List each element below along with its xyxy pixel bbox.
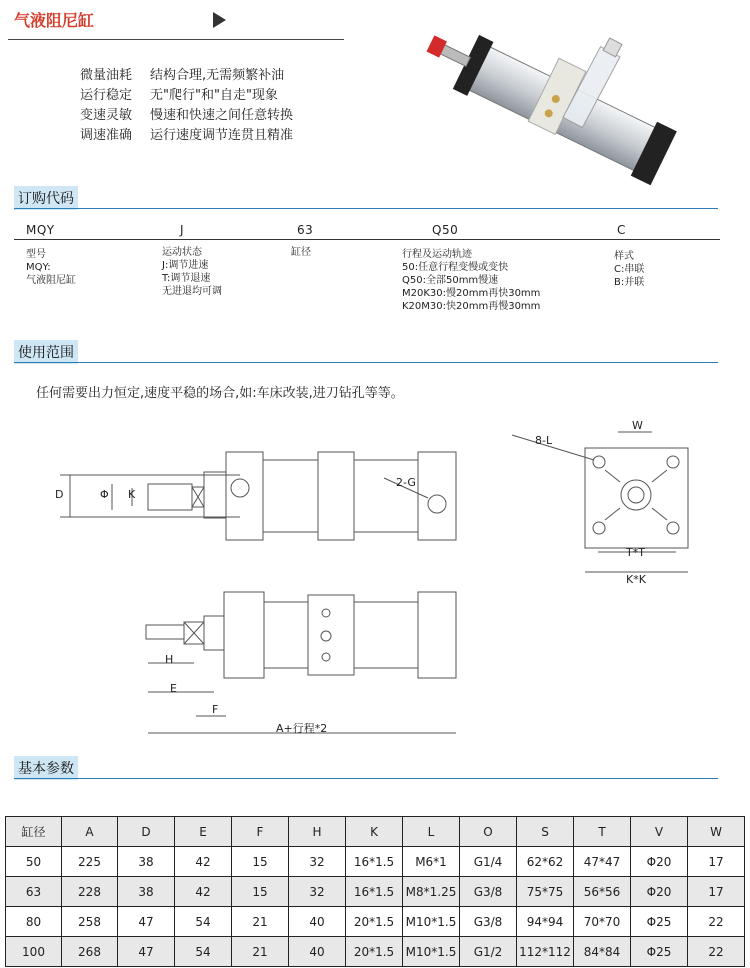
table-cell: 54 <box>175 907 232 937</box>
table-cell: 225 <box>62 847 118 877</box>
table-cell: 20*1.5 <box>346 907 403 937</box>
feature-item: 微量油耗 结构合理,无需频繁补油 <box>80 68 285 83</box>
params-heading: 基本参数 <box>14 756 78 780</box>
cylinder-product-image <box>405 22 705 202</box>
table-cell: 62*62 <box>517 847 574 877</box>
table-cell: G1/2 <box>460 937 517 967</box>
table-cell: 228 <box>62 877 118 907</box>
label-W: W <box>632 419 643 432</box>
code-underline <box>14 239 720 240</box>
table-cell: 20*1.5 <box>346 937 403 967</box>
table-cell: 100 <box>6 937 62 967</box>
table-cell: 16*1.5 <box>346 847 403 877</box>
desc-stroke: 行程及运动轨迹 50:任意行程变慢或变快 Q50:全部50mm慢速 M20K30:慢20mm再快30mm K20M30:快20mm再慢30mm <box>402 249 541 312</box>
header-cell: A <box>62 817 118 847</box>
label-G: 2-G <box>396 476 416 489</box>
table-cell: 70*70 <box>574 907 631 937</box>
table-cell: 15 <box>232 877 289 907</box>
table-row <box>6 847 745 877</box>
label-F: F <box>212 703 219 716</box>
header-cell: H <box>289 817 346 847</box>
usage-heading: 使用范围 <box>14 340 78 364</box>
table-row <box>6 907 745 937</box>
header-cell: 缸径 <box>6 817 62 847</box>
feature-item: 运行稳定 无"爬行"和"自走"现象 <box>80 88 278 103</box>
header-cell: K <box>346 817 403 847</box>
table-cell: Φ20 <box>631 847 688 877</box>
table-cell: 63 <box>6 877 62 907</box>
table-cell: 22 <box>688 907 745 937</box>
table-cell: 38 <box>118 847 175 877</box>
table-cell: M6*1 <box>403 847 460 877</box>
table-cell: 21 <box>232 937 289 967</box>
label-E: E <box>170 682 177 695</box>
desc-motion: 运动状态 J:调节进速 T:调节退速 无进退均可调 <box>162 247 222 297</box>
table-cell: Φ25 <box>631 937 688 967</box>
header-cell: F <box>232 817 289 847</box>
label-L: 8-L <box>535 434 553 447</box>
header-cell: T <box>574 817 631 847</box>
table-cell: 54 <box>175 937 232 967</box>
table-cell: 84*84 <box>574 937 631 967</box>
label-KK: K*K <box>626 573 646 586</box>
table-cell: 16*1.5 <box>346 877 403 907</box>
table-cell: 42 <box>175 847 232 877</box>
table-cell: Φ25 <box>631 907 688 937</box>
table-cell: 47 <box>118 907 175 937</box>
table-cell: 94*94 <box>517 907 574 937</box>
page-title: 气液阻尼缸 <box>14 11 95 30</box>
feature-item: 变速灵敏 慢速和快速之间任意转换 <box>80 108 294 123</box>
label-K: K <box>128 488 136 501</box>
code-style: C <box>617 223 626 237</box>
header-cell: L <box>403 817 460 847</box>
table-cell: 50 <box>6 847 62 877</box>
code-stroke: Q50 <box>432 223 459 237</box>
header-cell: O <box>460 817 517 847</box>
table-cell: 112*112 <box>517 937 574 967</box>
table-cell: 32 <box>289 847 346 877</box>
feature-item: 调速准确 运行速度调节连贯且精准 <box>80 128 294 143</box>
order-code-heading: 订购代码 <box>14 186 78 210</box>
code-motion: J <box>180 223 185 237</box>
desc-bore: 缸径 <box>291 247 311 258</box>
table-cell: 32 <box>289 877 346 907</box>
header-cell: W <box>688 817 745 847</box>
usage-divider <box>14 362 718 363</box>
table-cell: 40 <box>289 907 346 937</box>
table-cell: 17 <box>688 877 745 907</box>
table-cell: G1/4 <box>460 847 517 877</box>
table-cell: 75*75 <box>517 877 574 907</box>
table-row <box>6 877 745 907</box>
desc-style: 样式 C:串联 B:并联 <box>614 251 645 288</box>
table-cell: Φ20 <box>631 877 688 907</box>
table-cell: 42 <box>175 877 232 907</box>
label-H: H <box>165 653 174 666</box>
table-cell: 15 <box>232 847 289 877</box>
table-cell: 56*56 <box>574 877 631 907</box>
desc-model: 型号 MQY: 气液阻尼缸 <box>26 249 76 286</box>
table-cell: G3/8 <box>460 907 517 937</box>
table-cell: 40 <box>289 937 346 967</box>
play-icon <box>213 12 226 28</box>
table-cell: 21 <box>232 907 289 937</box>
params-table <box>5 816 745 967</box>
table-cell: 80 <box>6 907 62 937</box>
table-cell: 47*47 <box>574 847 631 877</box>
code-bore: 63 <box>297 223 314 237</box>
header-cell: V <box>631 817 688 847</box>
table-row <box>6 937 745 967</box>
table-cell: M10*1.5 <box>403 907 460 937</box>
table-cell: 47 <box>118 937 175 967</box>
table-cell: 258 <box>62 907 118 937</box>
table-cell: 22 <box>688 937 745 967</box>
header-cell: E <box>175 817 232 847</box>
params-divider <box>14 778 718 779</box>
label-TT: T*T <box>626 546 645 559</box>
label-A: A+行程*2 <box>276 722 328 735</box>
table-header-row <box>6 817 745 847</box>
order-code-divider <box>14 208 718 209</box>
table-cell: M10*1.5 <box>403 937 460 967</box>
label-phi: Φ <box>100 488 109 501</box>
table-cell: M8*1.25 <box>403 877 460 907</box>
header-cell: S <box>517 817 574 847</box>
usage-text: 任何需要出力恒定,速度平稳的场合,如:车床改装,进刀钻孔等等。 <box>36 386 404 401</box>
table-cell: 268 <box>62 937 118 967</box>
table-cell: 38 <box>118 877 175 907</box>
label-D: D <box>55 488 64 501</box>
table-cell: 17 <box>688 847 745 877</box>
header-cell: D <box>118 817 175 847</box>
title-divider <box>8 39 344 40</box>
table-cell: G3/8 <box>460 877 517 907</box>
code-model: MQY <box>26 223 55 237</box>
